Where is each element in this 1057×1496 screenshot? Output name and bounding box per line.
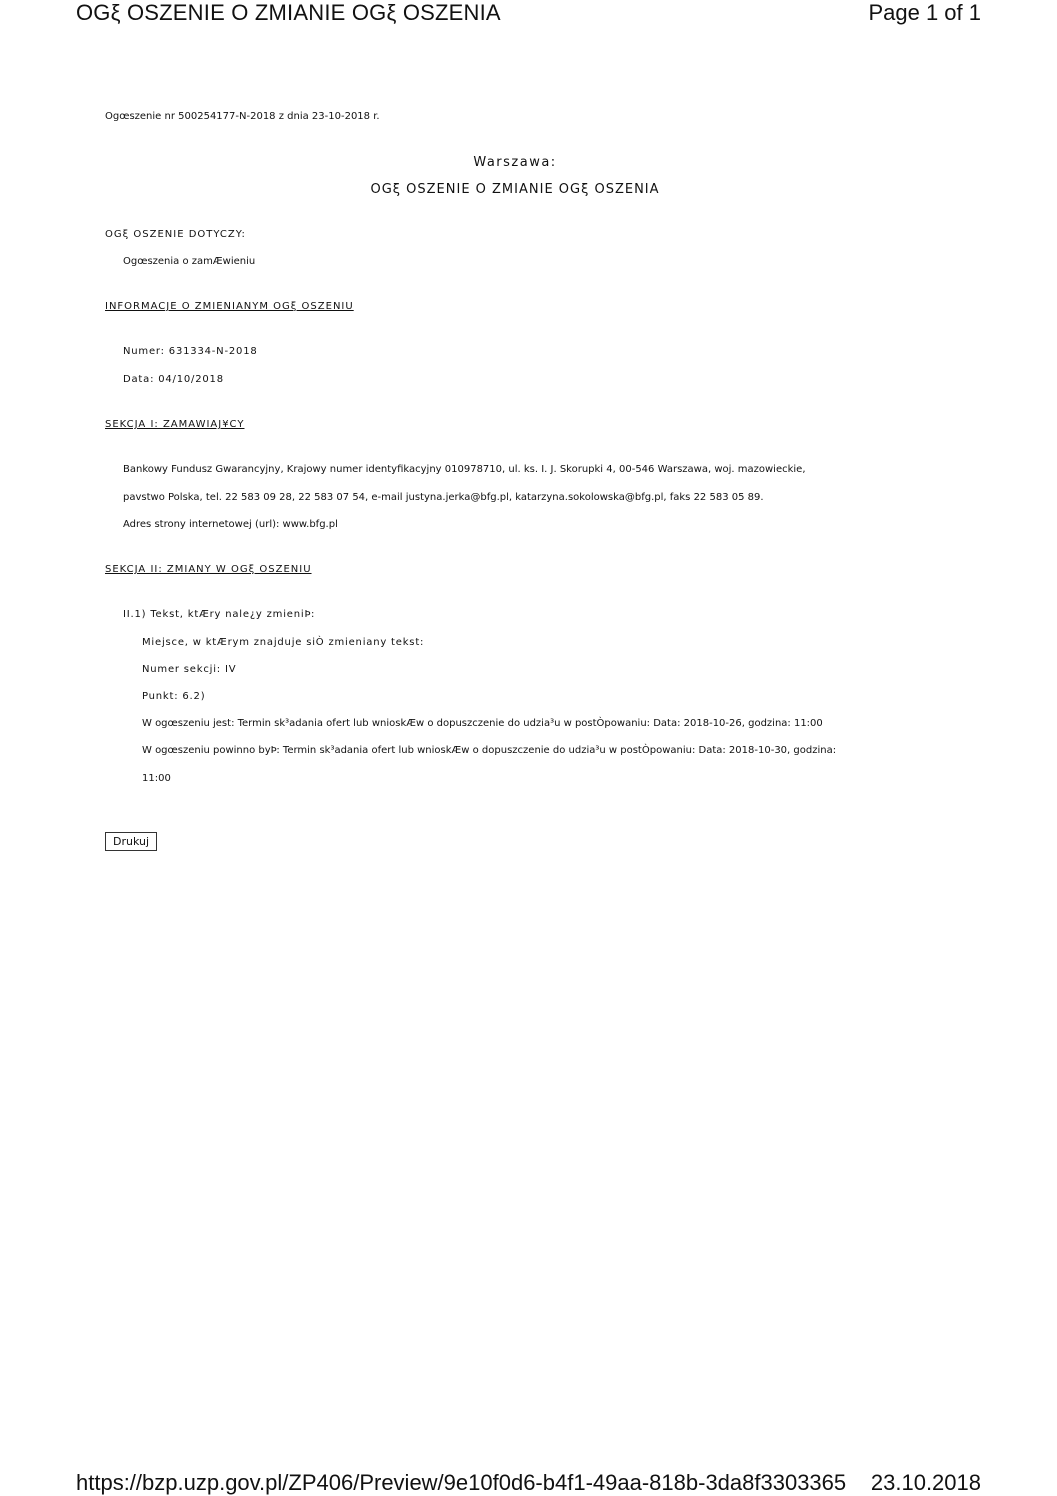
- contracting-authority-line-1: Bankowy Fundusz Gwarancyjny, Krajowy numer identyfikacyjny 010978710, ul. ks. I. J. Skorupki 4, 00-546 Warszawa, woj. mazowieckie,: [123, 464, 806, 475]
- print-header-title: OGξ OSZENIE O ZMIANIE OGξ OSZENIA: [76, 0, 501, 25]
- section2-title: SEKCJA II: ZMIANY W OGξ OSZENIU: [105, 564, 312, 575]
- change-new-text: W ogœszeniu powinno byÞ: Termin sk³adania ofert lub wnioskÆw o dopuszczenie do udzia³u w postÒpowaniu: Data: 2018-10-30, godzina:: [142, 745, 837, 756]
- change-point: Punkt: 6.2): [142, 691, 206, 702]
- notice-heading: OGξ OSZENIE O ZMIANIE OGξ OSZENIA: [370, 182, 660, 197]
- contracting-authority-website: Adres strony internetowej (url): www.bfg.pl: [123, 519, 338, 530]
- notice-concerns-label: OGξ OSZENIE DOTYCZY:: [105, 229, 246, 240]
- contracting-authority-line-2: pavstwo Polska, tel. 22 583 09 28, 22 583 07 54, e-mail justyna.jerka@bfg.pl, katarzyna.sokolowska@bfg.pl, faks 22 583 05 89.: [123, 492, 764, 503]
- changed-notice-section-title: INFORMACJE O ZMIENIANYM OGξ OSZENIU: [105, 301, 354, 312]
- changed-notice-number: Numer: 631334-N-2018: [123, 346, 258, 357]
- print-footer-url: https://bzp.uzp.gov.pl/ZP406/Preview/9e10f0d6-b4f1-49aa-818b-3da8f3303365: [76, 1470, 847, 1495]
- notice-concerns-value: Ogœszenia o zamÆwieniu: [123, 256, 256, 267]
- change-new-text-continuation: 11:00: [142, 773, 171, 784]
- print-footer-date: 23.10.2018: [870, 1470, 981, 1495]
- change-place-label: Miejsce, w ktÆrym znajduje siÒ zmieniany tekst:: [142, 637, 425, 648]
- print-button[interactable]: Drukuj: [105, 832, 157, 851]
- change-section-number: Numer sekcji: IV: [142, 664, 237, 675]
- changed-notice-date: Data: 04/10/2018: [123, 374, 224, 385]
- notice-city: Warszawa:: [473, 155, 557, 170]
- section1-title: SEKCJA I: ZAMAWIAJ¥CY: [105, 419, 245, 430]
- print-header-page-number: Page 1 of 1: [868, 0, 981, 25]
- change-current-text: W ogœszeniu jest: Termin sk³adania ofert lub wnioskÆw o dopuszczenie do udzia³u w postÒpowaniu: Data: 2018-10-26, godzina: 11:00: [142, 718, 823, 729]
- change-item-title: II.1) Tekst, ktÆry nale¿y zmieniÞ:: [123, 609, 316, 620]
- notice-number-line: Ogœszenie nr 500254177-N-2018 z dnia 23-10-2018 r.: [105, 111, 380, 122]
